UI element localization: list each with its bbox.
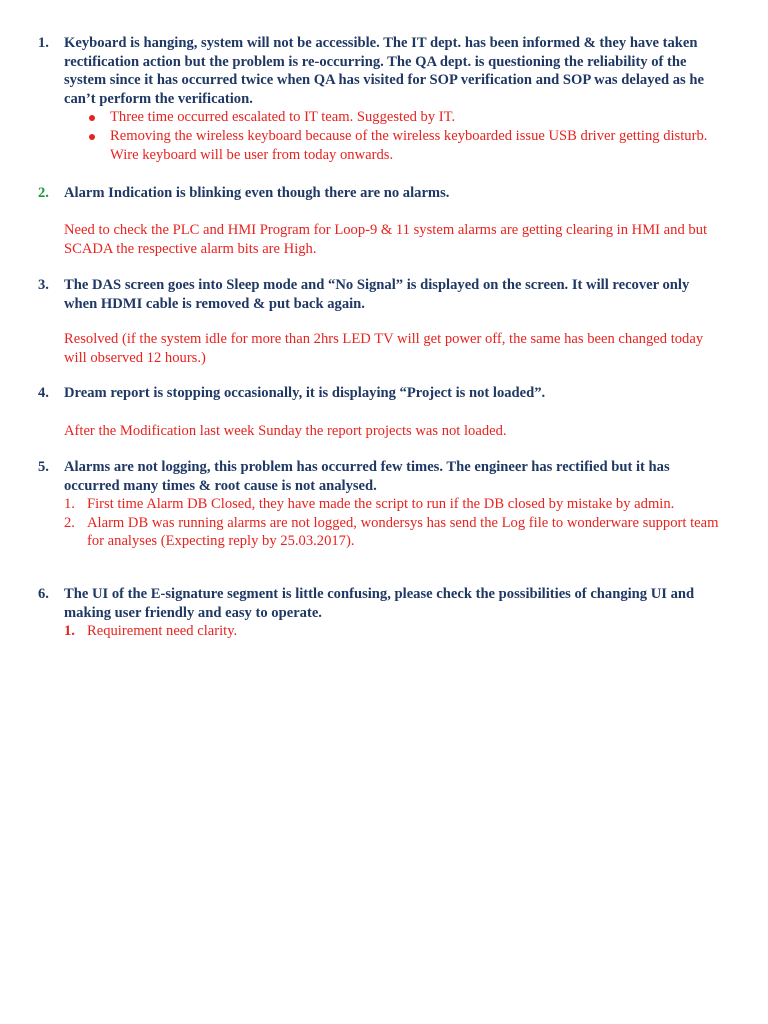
issue-bullet-list-1 (0, 108, 768, 164)
issue-answer-3 (0, 330, 768, 367)
issue-question-text-1: Keyboard is hanging, system will not be accessible. The IT dept. has been informed & they have taken rectification action but the problem is re-occurring. The QA dept. is questioning the reliability of the system since it has occurred twice when QA has visited for SOP verification and SOP was delayed as he can’t perform the verification. (64, 35, 704, 107)
subitem-number: 1. (64, 623, 75, 640)
issue-answer-text-4: After the Modification last week Sunday the report projects was not loaded. (64, 423, 507, 439)
issue-question-text-6: The UI of the E-signature segment is little confusing, please check the possibilities of changing UI and making user friendly and easy to operate. (64, 586, 695, 621)
issue-item-1 (0, 34, 768, 164)
issue-item-6 (0, 585, 768, 641)
subitem (0, 495, 723, 514)
subitem (0, 514, 723, 551)
issue-question-6 (0, 585, 726, 622)
issue-item-3 (0, 276, 768, 313)
issue-question-1 (0, 34, 726, 108)
issue-number-3: 3. (38, 277, 49, 293)
bullet-dot-icon (89, 115, 95, 121)
bullet-text: Removing the wireless keyboard because of the wireless keyboarded issue USB driver getting disturb. Wire keyboard will be user from today onwards. (110, 127, 708, 163)
bullet-item (0, 127, 722, 164)
issue-item-5 (0, 458, 768, 551)
subitem-text: Alarm DB was running alarms are not logged, wondersys has send the Log file to wonderware support team for analyses (Expecting reply by 25.03.2017). (87, 514, 719, 550)
issue-item-4 (0, 384, 768, 403)
subitem-number: 2. (64, 514, 75, 531)
issue-answer-text-3: Resolved (if the system idle for more than 2hrs LED TV will get power off, the same has been changed today will observed 12 hours.) (64, 331, 704, 366)
issue-number-4: 4. (38, 385, 49, 401)
subitem-text: Requirement need clarity. (87, 623, 238, 640)
issue-question-text-5: Alarms are not logging, this problem has occurred few times. The engineer has rectified but it has occurred many times & root cause is not analysed. (64, 459, 670, 494)
subitem-text: First time Alarm DB Closed, they have made the script to run if the DB closed by mistake by admin. (87, 496, 675, 513)
issue-question-3 (0, 276, 726, 313)
issue-question-4 (0, 384, 726, 403)
subitem (0, 622, 723, 641)
issue-question-text-4: Dream report is stopping occasionally, it is displaying “Project is not loaded”. (64, 385, 546, 401)
issue-number-1: 1. (38, 35, 49, 51)
issue-subitem-list-5 (0, 495, 768, 551)
issue-number-2: 2. (38, 185, 49, 201)
issue-number-6: 6. (38, 586, 49, 602)
issue-question-text-2: Alarm Indication is blinking even though there are no alarms. (64, 185, 450, 201)
bullet-dot-icon (89, 134, 95, 140)
bullet-text: Three time occurred escalated to IT team. Suggested by IT. (110, 109, 456, 126)
issue-question-5 (0, 458, 726, 495)
issue-answer-2 (0, 221, 768, 258)
issue-question-2 (0, 184, 726, 203)
issue-subitem-list-6 (0, 622, 768, 641)
issue-number-5: 5. (38, 459, 49, 475)
bullet-item (0, 108, 722, 127)
issue-answer-4 (0, 422, 768, 441)
issue-question-text-3: The DAS screen goes into Sleep mode and “No Signal” is displayed on the screen. It will recover only when HDMI cable is removed & put back again. (64, 277, 690, 312)
issue-answer-text-2: Need to check the PLC and HMI Program for Loop-9 & 11 system alarms are getting clearing in HMI and but SCADA the respective alarm bits are High. (64, 222, 708, 257)
subitem-number: 1. (64, 496, 75, 513)
issue-item-2 (0, 184, 768, 203)
